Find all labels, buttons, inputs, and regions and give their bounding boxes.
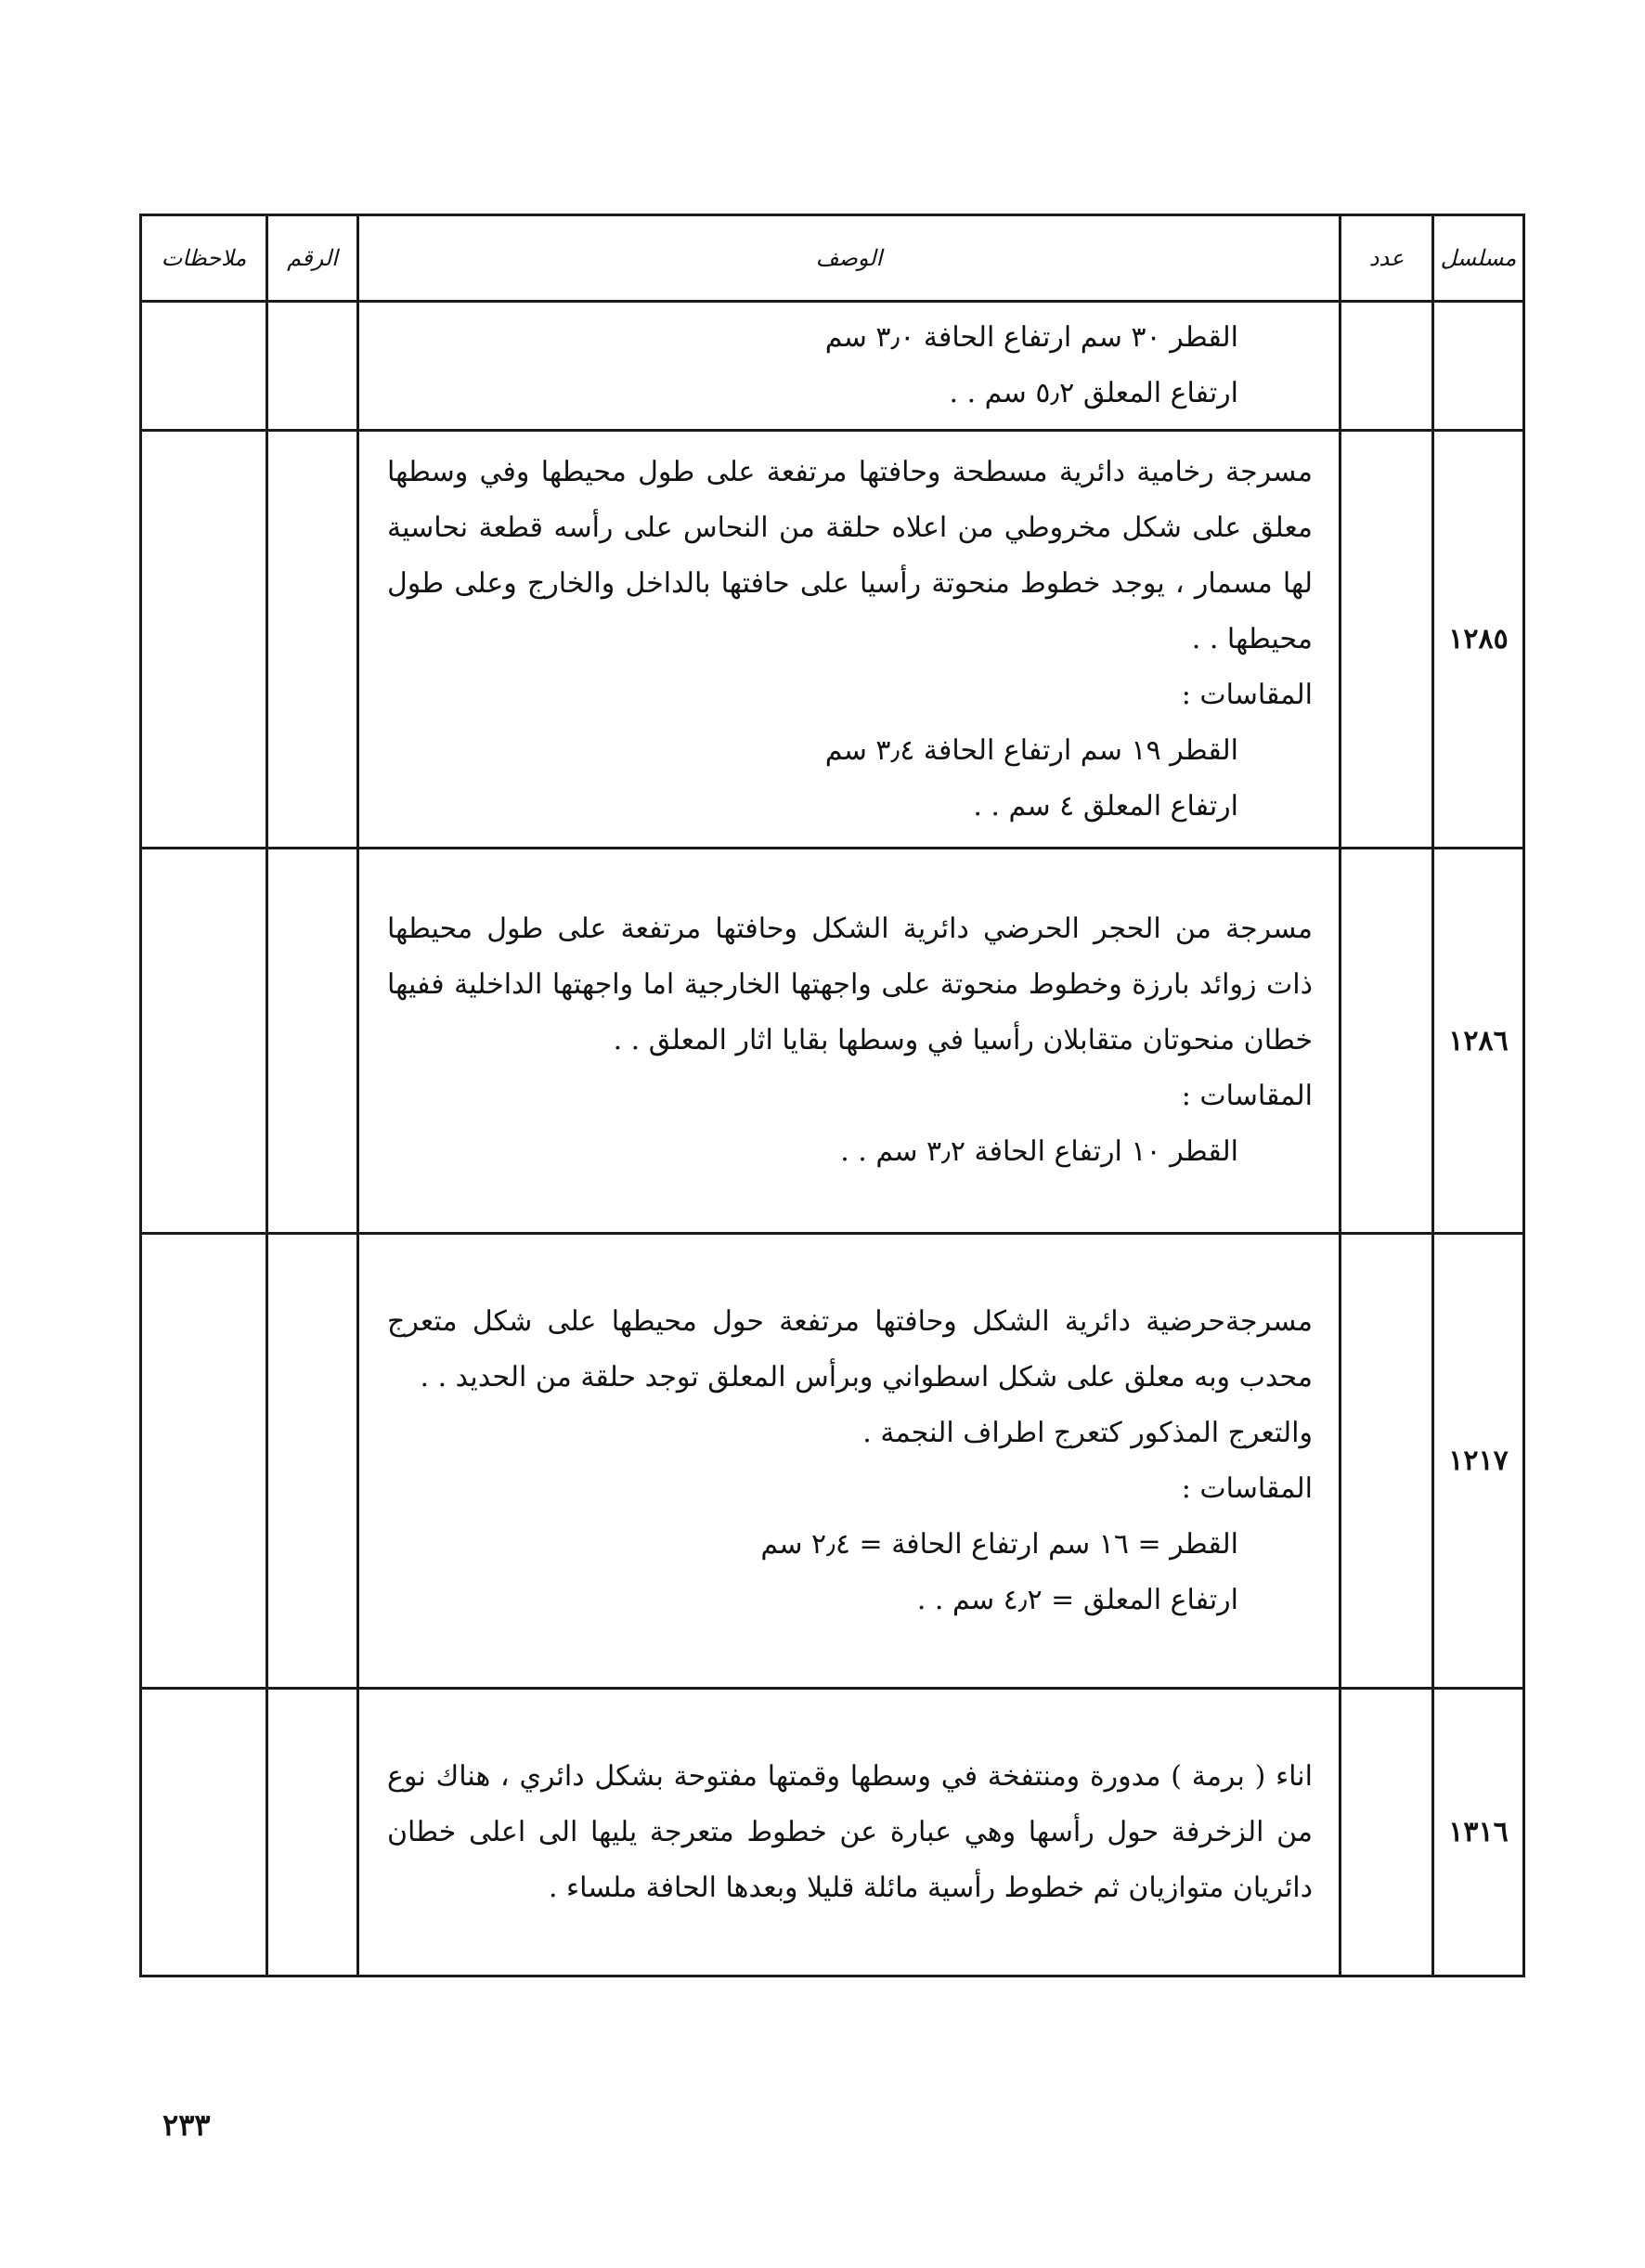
serial-cell xyxy=(1433,302,1524,431)
header-notes: ملاحظات xyxy=(141,215,267,302)
count-cell xyxy=(1341,1689,1433,1976)
measurement-line: القطر = ١٦ سم ارتفاع الحافة = ٢٫٤ سم xyxy=(760,1527,1238,1561)
measurement-line: ارتفاع المعلق = ٤٫٢ سم . . xyxy=(916,1583,1238,1616)
header-serial: مسلسل xyxy=(1433,215,1524,302)
number-cell xyxy=(267,1689,358,1976)
description-cell xyxy=(358,302,1341,431)
measurement-line: ارتفاع المعلق ٤ سم . . xyxy=(973,789,1238,823)
table-row xyxy=(141,431,1524,849)
serial-cell: ١٣١٦ xyxy=(1433,1689,1524,1976)
number-cell xyxy=(267,849,358,1234)
description-paragraph: مسرجة من الحجر الحرضي دائرية الشكل وحافتها مرتفعة على طول محيطها ذات زوائد بارزة وخطوط منحوتة على واجهتها الخارجية اما واجهتها الداخلية ففيها خطان منحوتان متقابلان رأسيا في وسطها بقايا اثار المعلق . . xyxy=(387,913,1314,1056)
description-cell xyxy=(358,431,1341,849)
table-row xyxy=(141,1234,1524,1689)
notes-cell xyxy=(141,302,267,431)
description-paragraph: اناء ( برمة ) مدورة ومنتفخة في وسطها وقمتها مفتوحة بشكل دائري ، هناك نوع من الزخرفة حول رأسها وهي عبارة عن خطوط متعرجة يليها الى اعلى خطان دائريان متوازيان ثم خطوط رأسية مائلة قليلا وبعدها الحافة ملساء . xyxy=(387,1759,1313,1904)
measurements-label: المقاسات : xyxy=(1181,678,1313,711)
header-number: الرقم xyxy=(267,215,358,302)
description-cell xyxy=(358,1234,1341,1689)
notes-cell xyxy=(141,1234,267,1689)
count-cell xyxy=(1341,1234,1433,1689)
measurement-line: القطر ١٩ سم ارتفاع الحافة ٣٫٤ سم xyxy=(824,733,1238,767)
serial-cell: ١٢٨٦ xyxy=(1433,849,1524,1234)
header-count: عدد xyxy=(1341,215,1433,302)
number-cell xyxy=(267,431,358,849)
notes-cell xyxy=(141,1689,267,1976)
description-cell xyxy=(358,849,1341,1234)
catalog-table xyxy=(139,214,1525,1977)
description-cell xyxy=(358,1689,1341,1976)
page-number: ٢٣٣ xyxy=(162,2107,211,2143)
measurement-line: ارتفاع المعلق ٥٫٢ سم . . xyxy=(949,377,1238,409)
number-cell xyxy=(267,1234,358,1689)
table-header-row xyxy=(141,215,1524,302)
description-text xyxy=(359,894,1339,1187)
table-row xyxy=(141,302,1524,431)
count-cell xyxy=(1341,431,1433,849)
measurement-line: القطر ٣٠ سم ارتفاع الحافة ٣٫٠ سم xyxy=(824,321,1238,354)
description-paragraph: والتعرج المذكور كتعرج اطراف النجمة . xyxy=(862,1416,1313,1449)
measurement-line: القطر ١٠ ارتفاع الحافة ٣٫٢ سم . . xyxy=(840,1135,1238,1168)
count-cell xyxy=(1341,302,1433,431)
table-body xyxy=(141,302,1524,1976)
count-cell xyxy=(1341,849,1433,1234)
description-paragraph: مسرجةحرضية دائرية الشكل وحافتها مرتفعة حول محيطها على شكل متعرج محدب وبه معلق على شكل اسطواني وبرأس المعلق توجد حلقة من الحديد . . xyxy=(387,1304,1313,1393)
header-description: الوصف xyxy=(358,215,1341,302)
description-text xyxy=(359,303,1339,429)
measurements-label: المقاسات : xyxy=(1181,1080,1313,1112)
number-cell xyxy=(267,302,358,431)
measurements-label: المقاسات : xyxy=(1181,1471,1313,1505)
description-text xyxy=(359,1287,1339,1636)
description-text xyxy=(359,1742,1339,1924)
notes-cell xyxy=(141,849,267,1234)
table-row xyxy=(141,849,1524,1234)
serial-cell: ١٢٨٥ xyxy=(1433,431,1524,849)
description-paragraph: مسرجة رخامية دائرية مسطحة وحافتها مرتفعة على طول محيطها وفي وسطها معلق على شكل مخروطي من اعلاه حلقة من النحاس على رأسه قطعة نحاسية لها مسمار ، يوجد خطوط منحوتة رأسيا على حافتها بالداخل والخارج وعلى طول محيطها . . xyxy=(387,455,1313,655)
table-row xyxy=(141,1689,1524,1976)
notes-cell xyxy=(141,431,267,849)
serial-cell: ١٢١٧ xyxy=(1433,1234,1524,1689)
description-text xyxy=(359,437,1339,842)
